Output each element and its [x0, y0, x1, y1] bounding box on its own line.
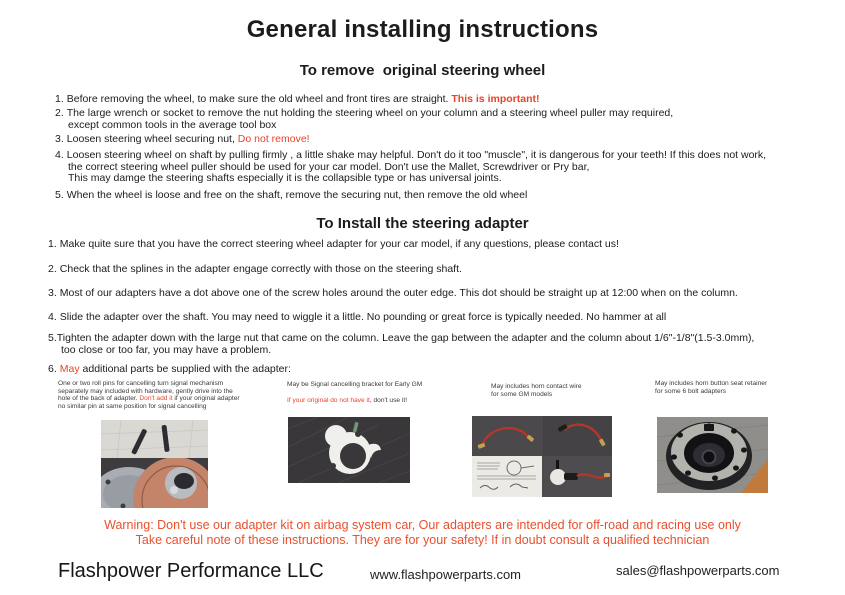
warning-text	[0, 518, 845, 547]
item-number: 2.	[48, 263, 57, 275]
item-number: 5.	[48, 332, 57, 344]
install-item-3	[48, 288, 738, 300]
item-text: Make quite sure that you have the correct steering wheel adapter for your car model, if any questions, please contact us!	[59, 238, 619, 250]
item-text: Before removing the wheel, to make sure the old wheel and front tires are straight.	[66, 93, 452, 105]
caption-roll-pins	[58, 380, 240, 410]
item-number: 6.	[48, 363, 57, 375]
signal-cancelling-bracket-photo	[288, 417, 410, 488]
caption-text: One or two roll pins for cancelling turn signal mechanism separately may included with hardware, gently drive into the hole of the back of adapter.	[58, 380, 233, 403]
item-text: additional parts be supplied with the adapter:	[79, 363, 291, 375]
item-text: Check that the splines in the adapter engage correctly with those on the steering shaft.	[59, 263, 462, 275]
item-number: 2.	[55, 107, 64, 119]
install-section-heading: To Install the steering adapter	[316, 215, 529, 232]
caption-text-warning: If your original do not have it	[287, 396, 370, 404]
caption-signal-bracket	[287, 381, 467, 404]
install-item-5	[48, 333, 754, 356]
item-text-important: This is important!	[451, 93, 540, 105]
caption-text: for some GM models	[491, 390, 553, 398]
caption-text: May be Signal cancelling bracket for Early GM	[287, 381, 423, 388]
caption-horn-wire	[491, 383, 641, 398]
item-number: 1.	[48, 238, 57, 250]
item-number: 3.	[55, 133, 64, 145]
remove-item-3	[55, 134, 310, 146]
caption-text: if your original adapter no similar pin at same position for signal cancelling	[58, 395, 240, 410]
item-text-warning: Do not remove!	[237, 133, 310, 145]
remove-item-2	[55, 108, 673, 131]
website-url: www.flashpowerparts.com	[370, 567, 521, 582]
item-text-may: May	[59, 363, 80, 375]
remove-item-4	[55, 150, 766, 185]
remove-item-1	[55, 94, 539, 106]
item-text: When the wheel is loose and free on the shaft, remove the securing nut, then remove the old wheel	[66, 189, 528, 201]
install-item-2	[48, 264, 462, 276]
company-name: Flashpower Performance LLC	[58, 560, 324, 582]
caption-text: for some 6 bolt adapters	[655, 387, 727, 395]
remove-section-heading: To remove original steering wheel	[299, 62, 546, 79]
caption-horn-button-retainer	[655, 380, 815, 395]
remove-item-5	[55, 190, 527, 202]
caption-text: May includes horn contact wire	[491, 383, 582, 390]
horn-contact-wire-photo	[472, 416, 612, 502]
item-number: 1.	[55, 93, 64, 105]
horn-button-seat-retainer-photo	[657, 417, 768, 498]
item-number: 5.	[55, 189, 64, 201]
item-text: This may damge the steering shafts especially it is the collapsible type or has universal joints.	[68, 172, 502, 184]
install-item-1	[48, 239, 619, 251]
contact-email: sales@flashpowerparts.com	[616, 563, 780, 578]
item-text: too close or too far, you may have a problem.	[61, 343, 272, 356]
item-text: The large wrench or socket to remove the nut holding the steering wheel on your column and a steering wheel puller may required,	[66, 107, 674, 119]
item-text: the correct steering wheel puller should be used for your car model. Don't use the Mallet, Screwdriver or Pry bar,	[68, 160, 590, 173]
page-title: General installing instructions	[246, 16, 599, 43]
install-item-6	[48, 364, 291, 376]
install-item-4	[48, 312, 666, 324]
warning-line-2: Take careful note of these instructions. They are for your safety! If in doubt consult a qualified technician	[135, 532, 710, 547]
item-text: except common tools in the average tool box	[68, 118, 277, 131]
item-number: 4.	[55, 149, 64, 161]
caption-text: May includes horn button seat retainer	[655, 380, 768, 387]
item-text: Most of our adapters have a dot above one of the screw holes around the outer edge. This dot should be straight up at 12:00 when on the column.	[59, 287, 738, 299]
item-text: Loosen steering wheel on shaft by pulling firmly , a little shake may helpful. Don't do it too "muscle", it is dangerous for your teeth! If this does not work,	[66, 149, 767, 161]
roll-pins-and-adapter-photo	[101, 420, 208, 513]
item-number: 3.	[48, 287, 57, 299]
item-text: Tighten the adapter down with the large nut that came on the column. Leave the gap between the adapter and the column about 1/6"-1/8"(1.5-3.0mm),	[56, 332, 755, 344]
item-text: Slide the adapter over the shaft. You may need to wiggle it a little. No pounding or great force is typically needed. No hammer at all	[59, 311, 667, 323]
item-number: 4.	[48, 311, 57, 323]
caption-text: , don't use it!	[369, 396, 408, 404]
caption-text-warning: Don't add it	[139, 395, 173, 403]
item-text: Loosen steering wheel securing nut,	[66, 133, 238, 145]
warning-line-1: Warning: Don't use our adapter kit on airbag system car, Our adapters are intended for off-road and racing use only	[104, 518, 741, 532]
